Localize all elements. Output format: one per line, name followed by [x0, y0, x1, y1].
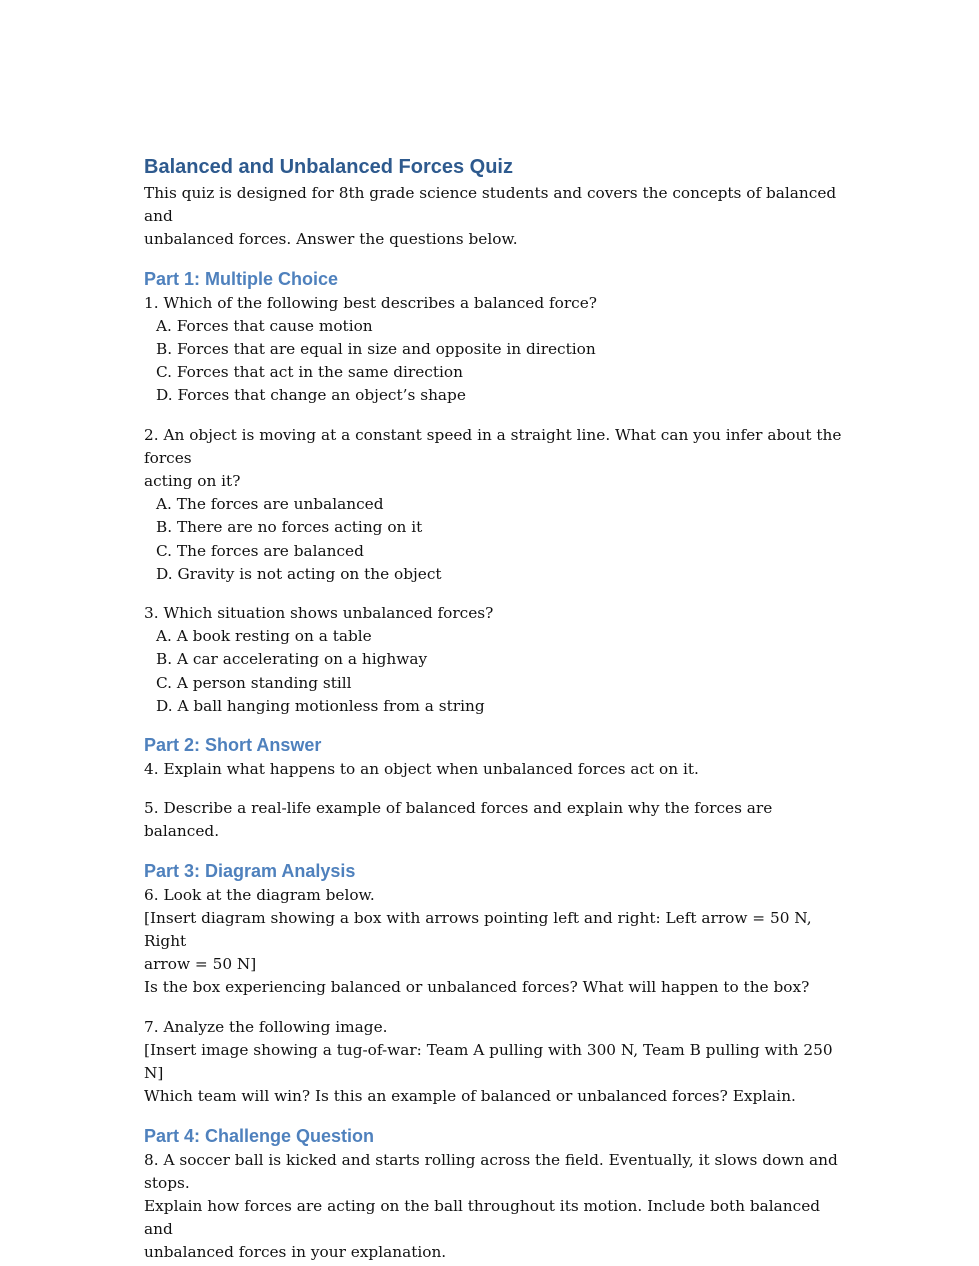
document-page [144, 152, 844, 1265]
intro-line-1: This quiz is designed for 8th grade science students and covers the concepts of balanced and [144, 184, 837, 226]
q1-option-b: B. Forces that are equal in size and opposite in direction [156, 340, 596, 359]
q1-option-a: A. Forces that cause motion [156, 316, 373, 335]
part4-heading: Part 4: Challenge Question [144, 1125, 375, 1146]
intro-line-2: unbalanced forces. Answer the questions below. [144, 230, 518, 249]
question-6-line-2: [Insert diagram showing a box with arrows pointing left and right: Left arrow = 50 N, Right [144, 908, 812, 951]
q1-option-d: D. Forces that change an object’s shape [156, 386, 466, 405]
question-3: 3. Which situation shows unbalanced forces? [144, 604, 494, 623]
q2-option-b: B. There are no forces acting on it [156, 518, 423, 537]
question-8-line-2: Explain how forces are acting on the ball throughout its motion. Include both balanced and [144, 1196, 821, 1239]
question-6-line-4: Is the box experiencing balanced or unbalanced forces? What will happen to the box? [144, 978, 810, 997]
document-title: Balanced and Unbalanced Forces Quiz [144, 156, 513, 178]
question-7-line-1: 7. Analyze the following image. [144, 1017, 388, 1036]
question-2-line-2: acting on it? [144, 472, 241, 491]
q1-option-c: C. Forces that act in the same direction [156, 363, 463, 382]
part2-heading: Part 2: Short Answer [144, 735, 322, 756]
q3-option-a: A. A book resting on a table [156, 627, 372, 646]
question-6-line-3: arrow = 50 N] [144, 955, 257, 974]
question-5: 5. Describe a real-life example of balanced forces and explain why the forces are balanced. [144, 799, 773, 841]
q3-option-b: B. A car accelerating on a highway [156, 650, 428, 669]
question-4: 4. Explain what happens to an object when unbalanced forces act on it. [144, 760, 699, 779]
q2-option-a: A. The forces are unbalanced [156, 495, 384, 514]
question-7-line-3: Which team will win? Is this an example of balanced or unbalanced forces? Explain. [144, 1087, 796, 1106]
part3-heading: Part 3: Diagram Analysis [144, 860, 356, 881]
question-1: 1. Which of the following best describes a balanced force? [144, 293, 597, 312]
question-8-line-1: 8. A soccer ball is kicked and starts rolling across the field. Eventually, it slows down and stops. [144, 1150, 838, 1192]
q2-option-c: C. The forces are balanced [156, 541, 364, 560]
question-6-line-1: 6. Look at the diagram below. [144, 885, 375, 904]
question-2-line-1: 2. An object is moving at a constant speed in a straight line. What can you infer about the forces [144, 425, 842, 467]
question-7-line-2: [Insert image showing a tug-of-war: Team A pulling with 300 N, Team B pulling with 250 N] [144, 1040, 833, 1083]
q3-option-d: D. A ball hanging motionless from a string [156, 696, 485, 715]
q2-option-d: D. Gravity is not acting on the object [156, 564, 442, 583]
q3-option-c: C. A person standing still [156, 673, 352, 692]
part1-heading: Part 1: Multiple Choice [144, 268, 339, 289]
question-8-line-3: unbalanced forces in your explanation. [144, 1243, 447, 1262]
